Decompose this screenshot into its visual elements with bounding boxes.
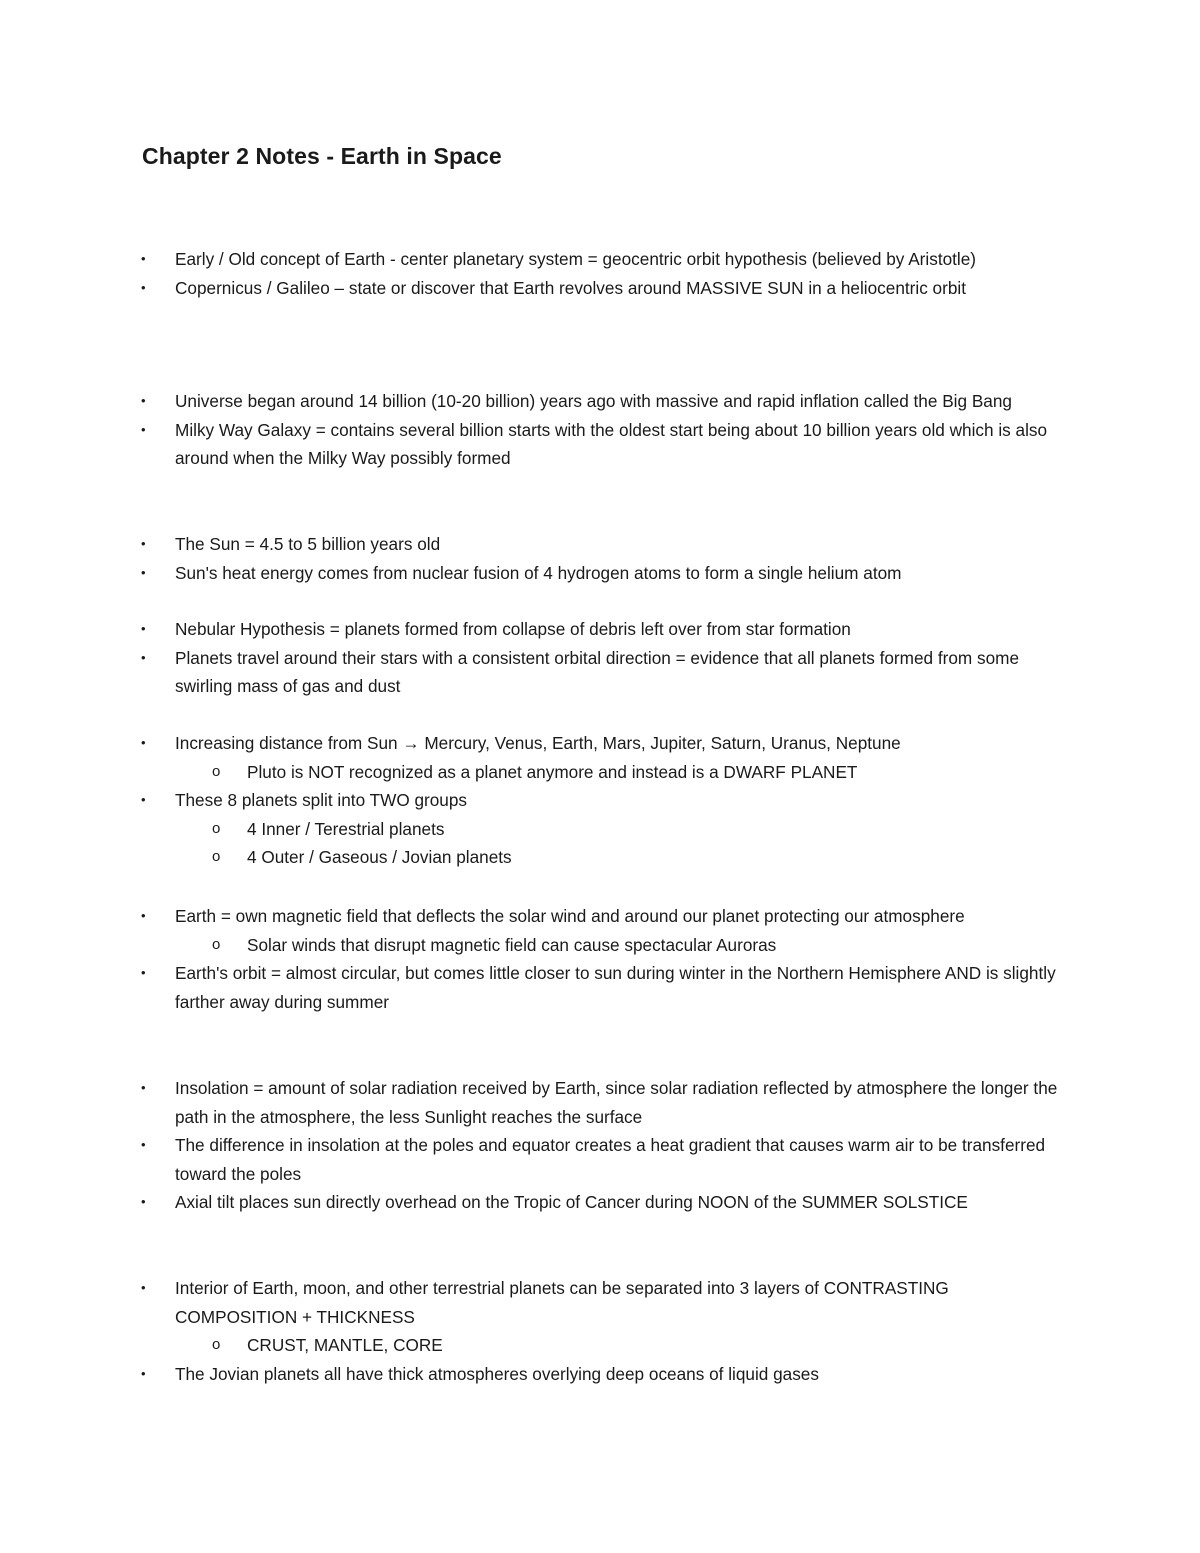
bullet-marker: • [141, 621, 146, 636]
sub-bullet-marker: o [212, 819, 221, 837]
bullet-item [0, 559, 1075, 588]
page-title: Chapter 2 Notes - Earth in Space [142, 143, 502, 169]
bullet-item [0, 387, 1075, 416]
note-group [0, 387, 1200, 473]
bullet-item [0, 1274, 1075, 1331]
bullet-text: These 8 planets split into TWO groups [175, 790, 468, 811]
bullet-item [0, 274, 1075, 303]
bullet-text: Pluto is NOT recognized as a planet anymore and instead is a DWARF PLANET [247, 761, 858, 782]
bullet-item [0, 1074, 1075, 1131]
bullet-marker: • [141, 649, 146, 665]
bullet-text: Axial tilt places sun directly overhead on the Tropic of Cancer during NOON of the SUMMER SOLSTICE [175, 1192, 968, 1213]
bullet-marker: • [141, 908, 146, 923]
bullet-item [0, 416, 1075, 473]
bullet-text: Sun's heat energy comes from nuclear fusion of 4 hydrogen atoms to form a single helium atom [175, 562, 902, 583]
bullet-item [0, 729, 1075, 758]
bullet-marker: • [141, 1137, 146, 1153]
bullet-marker: • [141, 393, 146, 408]
bullet-text: 4 Outer / Gaseous / Jovian planets [247, 847, 512, 868]
sub-bullet-item [0, 1331, 1077, 1360]
sub-bullet-item [0, 931, 1077, 960]
bullet-text: Solar winds that disrupt magnetic field can cause spectacular Auroras [247, 934, 777, 955]
bullet-marker: • [141, 965, 146, 981]
bullet-item [0, 1360, 1075, 1389]
bullet-marker: • [141, 1365, 146, 1381]
sub-bullet-marker: o [212, 848, 221, 866]
bullet-marker: • [141, 536, 146, 551]
bullet-text: CRUST, MANTLE, CORE [247, 1335, 443, 1356]
bullet-text: 4 Inner / Terestrial planets [247, 818, 445, 839]
bullet-text: The Jovian planets all have thick atmospheres overlying deep oceans of liquid gases [175, 1363, 819, 1384]
bullet-text: Increasing distance from Sun → Mercury, Venus, Earth, Mars, Jupiter, Saturn, Uranus, Neptune [175, 733, 901, 753]
bullet-marker: • [141, 1280, 146, 1295]
bullet-item [0, 959, 1075, 1016]
bullet-text: Planets travel around their stars with a consistent orbital direction = evidence that all planets formed from some swirling mass of gas and dust [175, 647, 1020, 697]
bullet-marker: • [141, 1080, 146, 1095]
bullet-text: Milky Way Galaxy = contains several billion starts with the oldest start being about 10 billion years old which is also around when the Milky Way possibly formed [175, 419, 1048, 469]
bullet-text: Universe began around 14 billion (10-20 billion) years ago with massive and rapid inflation called the Big Bang [175, 391, 1012, 411]
bullet-marker: • [141, 279, 146, 295]
note-group [0, 902, 1200, 1016]
note-group [0, 1274, 1200, 1388]
bullet-marker: • [141, 564, 146, 580]
bullet-text: Earth = own magnetic field that deflects the solar wind and around our planet protecting our atmosphere [175, 906, 965, 926]
bullet-text: Nebular Hypothesis = planets formed from collapse of debris left over from star formation [175, 619, 851, 639]
bullet-text: Early / Old concept of Earth - center planetary system = geocentric orbit hypothesis (believed by Aristotle) [175, 249, 977, 269]
note-group [0, 1074, 1200, 1217]
sub-bullet-item [0, 815, 1077, 844]
note-group [0, 615, 1200, 701]
bullet-item [0, 1131, 1075, 1188]
bullet-marker: • [141, 735, 146, 750]
sub-bullet-item [0, 843, 1077, 872]
sub-bullet-marker: o [212, 762, 221, 780]
bullet-item [0, 644, 1075, 701]
sub-bullet-marker: o [212, 935, 221, 953]
bullet-text: Copernicus / Galileo – state or discover that Earth revolves around MASSIVE SUN in a heliocentric orbit [175, 277, 966, 298]
bullet-marker: • [141, 792, 146, 808]
bullet-text: The difference in insolation at the poles and equator creates a heat gradient that causes warm air to be transferred toward the poles [175, 1135, 1046, 1184]
bullet-item [0, 245, 1075, 274]
sub-bullet-marker: o [212, 1336, 221, 1354]
sub-bullet-item [0, 758, 1077, 787]
bullet-text: Earth's orbit = almost circular, but comes little closer to sun during winter in the Northern Hemisphere AND is slightly farther away during summer [175, 963, 1056, 1012]
bullet-marker: • [141, 1194, 146, 1210]
bullet-item [0, 530, 1075, 559]
bullet-text: Insolation = amount of solar radiation received by Earth, since solar radiation reflected by atmosphere the longer the path in the atmosphere, the less Sunlight reaches the surface [175, 1078, 1058, 1127]
note-group [0, 245, 1200, 302]
bullet-item [0, 1188, 1075, 1217]
bullet-item [0, 615, 1075, 644]
note-group [0, 729, 1200, 872]
bullet-item [0, 902, 1075, 931]
bullet-marker: • [141, 421, 146, 437]
note-group [0, 530, 1200, 587]
bullet-text: The Sun = 4.5 to 5 billion years old [175, 534, 441, 554]
bullet-item [0, 786, 1075, 815]
bullet-text: Interior of Earth, moon, and other terrestrial planets can be separated into 3 layers of CONTRASTING COMPOSITION + THICKNESS [175, 1278, 949, 1327]
bullet-marker: • [141, 251, 146, 266]
